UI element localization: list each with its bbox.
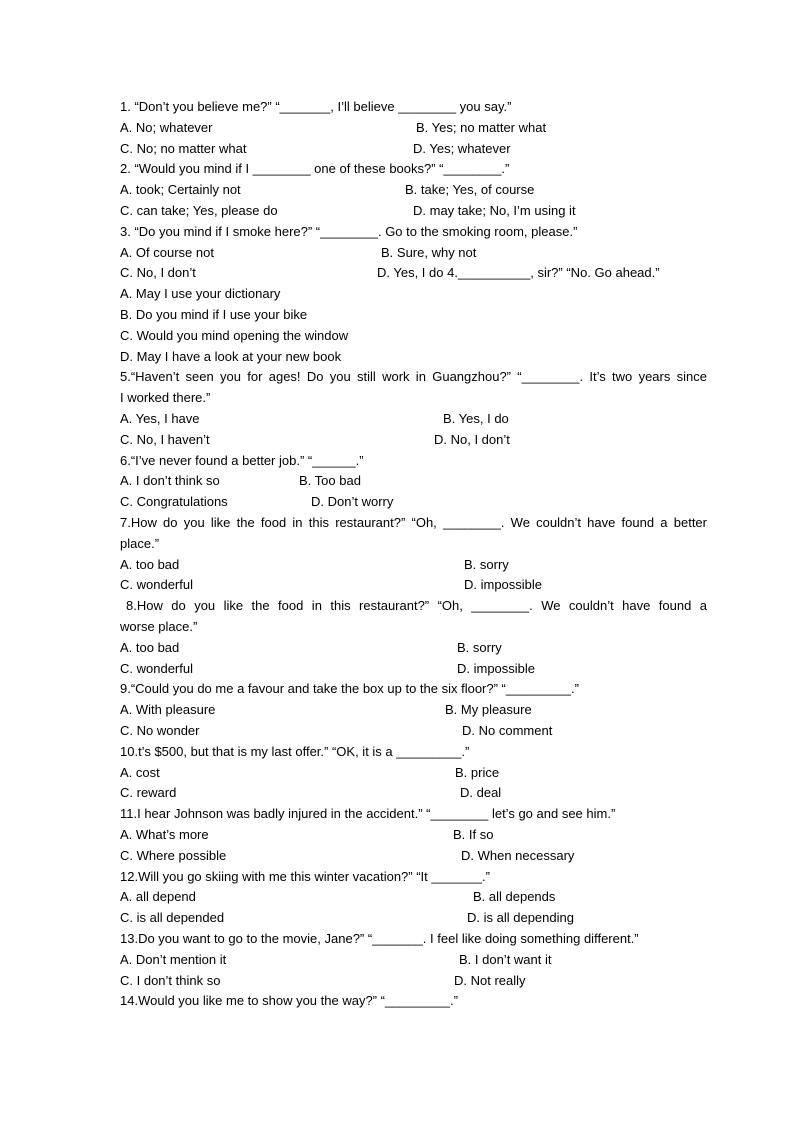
text-line: A. too bad	[120, 557, 180, 572]
text-line: B. My pleasure	[445, 702, 532, 717]
text-line: D. Not really	[454, 973, 526, 988]
text-line: A. Yes, I have	[120, 411, 200, 426]
text-line: C. No wonder	[120, 723, 200, 738]
text-line: 13.Do you want to go to the movie, Jane?” “_______. I feel like doing something different.”	[120, 931, 639, 946]
text-line: 2. “Would you mind if I ________ one of these books?” “________.”	[120, 161, 510, 176]
text-line: C. Where possible	[120, 848, 227, 863]
text-line: 14.Would you like me to show you the way?” “_________.”	[120, 993, 458, 1008]
text-line: B. Yes, I do	[443, 411, 509, 426]
text-line: B. Too bad	[299, 473, 361, 488]
text-line: D. No, I don’t	[434, 432, 510, 447]
text-line: C. No, I haven’t	[120, 432, 210, 447]
text-line: B. sorry	[464, 557, 509, 572]
text-line: C. Would you mind opening the window	[120, 328, 349, 343]
text-line: I worked there.”	[120, 390, 211, 405]
text-line: 12.Will you go skiing with me this winter vacation?” “It _______.”	[120, 869, 490, 884]
text-line: D. Yes; whatever	[413, 141, 511, 156]
text-line: C. can take; Yes, please do	[120, 203, 278, 218]
text-line: 3. “Do you mind if I smoke here?” “________. Go to the smoking room, please.”	[120, 224, 578, 239]
text-line: D. deal	[460, 785, 502, 800]
text-line: A. too bad	[120, 640, 180, 655]
text-line: 10.t’s $500, but that is my last offer.” “OK, it is a _________.”	[120, 744, 470, 759]
text-line: A. took; Certainly not	[120, 182, 241, 197]
text-line: B. sorry	[457, 640, 502, 655]
text-line: A. Of course not	[120, 245, 214, 260]
text-line: A. cost	[120, 765, 160, 780]
text-line: D. is all depending	[467, 910, 574, 925]
text-line: B. all depends	[473, 889, 556, 904]
text-line: D. May I have a look at your new book	[120, 349, 342, 364]
text-line: D. Don’t worry	[311, 494, 394, 509]
text-line: A. No; whatever	[120, 120, 213, 135]
text-line: C. No, I don’t	[120, 265, 196, 280]
text-line: B. If so	[453, 827, 494, 842]
text-line: C. is all depended	[120, 910, 225, 925]
text-line: 9.“Could you do me a favour and take the box up to the six floor?” “_________.”	[120, 681, 579, 696]
text-line: D. impossible	[464, 577, 543, 592]
text-line: C. I don’t think so	[120, 973, 221, 988]
text-line: D. Yes, I do 4.__________, sir?” “No. Go ahead.”	[377, 265, 660, 280]
text-line: B. take; Yes, of course	[405, 182, 535, 197]
text-line: B. Yes; no matter what	[416, 120, 547, 135]
text-line: 11.I hear Johnson was badly injured in the accident.” “________ let’s go and see him.”	[120, 806, 616, 821]
text-line: A. What’s more	[120, 827, 209, 842]
text-line: D. impossible	[457, 661, 536, 676]
text-line: worse place.”	[120, 619, 198, 634]
text-line: A. I don’t think so	[120, 473, 220, 488]
text-line: C. wonderful	[120, 577, 193, 592]
text-line: B. I don’t want it	[459, 952, 552, 967]
text-line: 6.“I’ve never found a better job.” “______.”	[120, 453, 364, 468]
text-line: C. No; no matter what	[120, 141, 247, 156]
text-line: B. Sure, why not	[381, 245, 477, 260]
text-line: C. reward	[120, 785, 177, 800]
text-line: 5.“Haven’t seen you for ages! Do you still work in Guangzhou?” “________. It’s two years since	[120, 369, 707, 384]
text-line: place.”	[120, 536, 160, 551]
text-line: D. No comment	[462, 723, 553, 738]
text-line: C. Congratulations	[120, 494, 228, 509]
text-line: A. May I use your dictionary	[120, 286, 281, 301]
text-line: A. With pleasure	[120, 702, 216, 717]
text-line: 1. “Don’t you believe me?” “_______, I’ll believe ________ you say.”	[120, 99, 512, 114]
text-line: D. may take; No, I’m using it	[413, 203, 576, 218]
text-line: A. Don’t mention it	[120, 952, 227, 967]
text-line: C. wonderful	[120, 661, 193, 676]
text-line: B. price	[455, 765, 500, 780]
text-line: D. When necessary	[461, 848, 575, 863]
text-line: 7.How do you like the food in this restaurant?” “Oh, ________. We couldn’t have found a better	[120, 515, 707, 530]
text-line: B. Do you mind if I use your bike	[120, 307, 308, 322]
text-line: 8.How do you like the food in this restaurant?” “Oh, ________. We couldn’t have found a	[126, 598, 707, 613]
text-line: A. all depend	[120, 889, 196, 904]
